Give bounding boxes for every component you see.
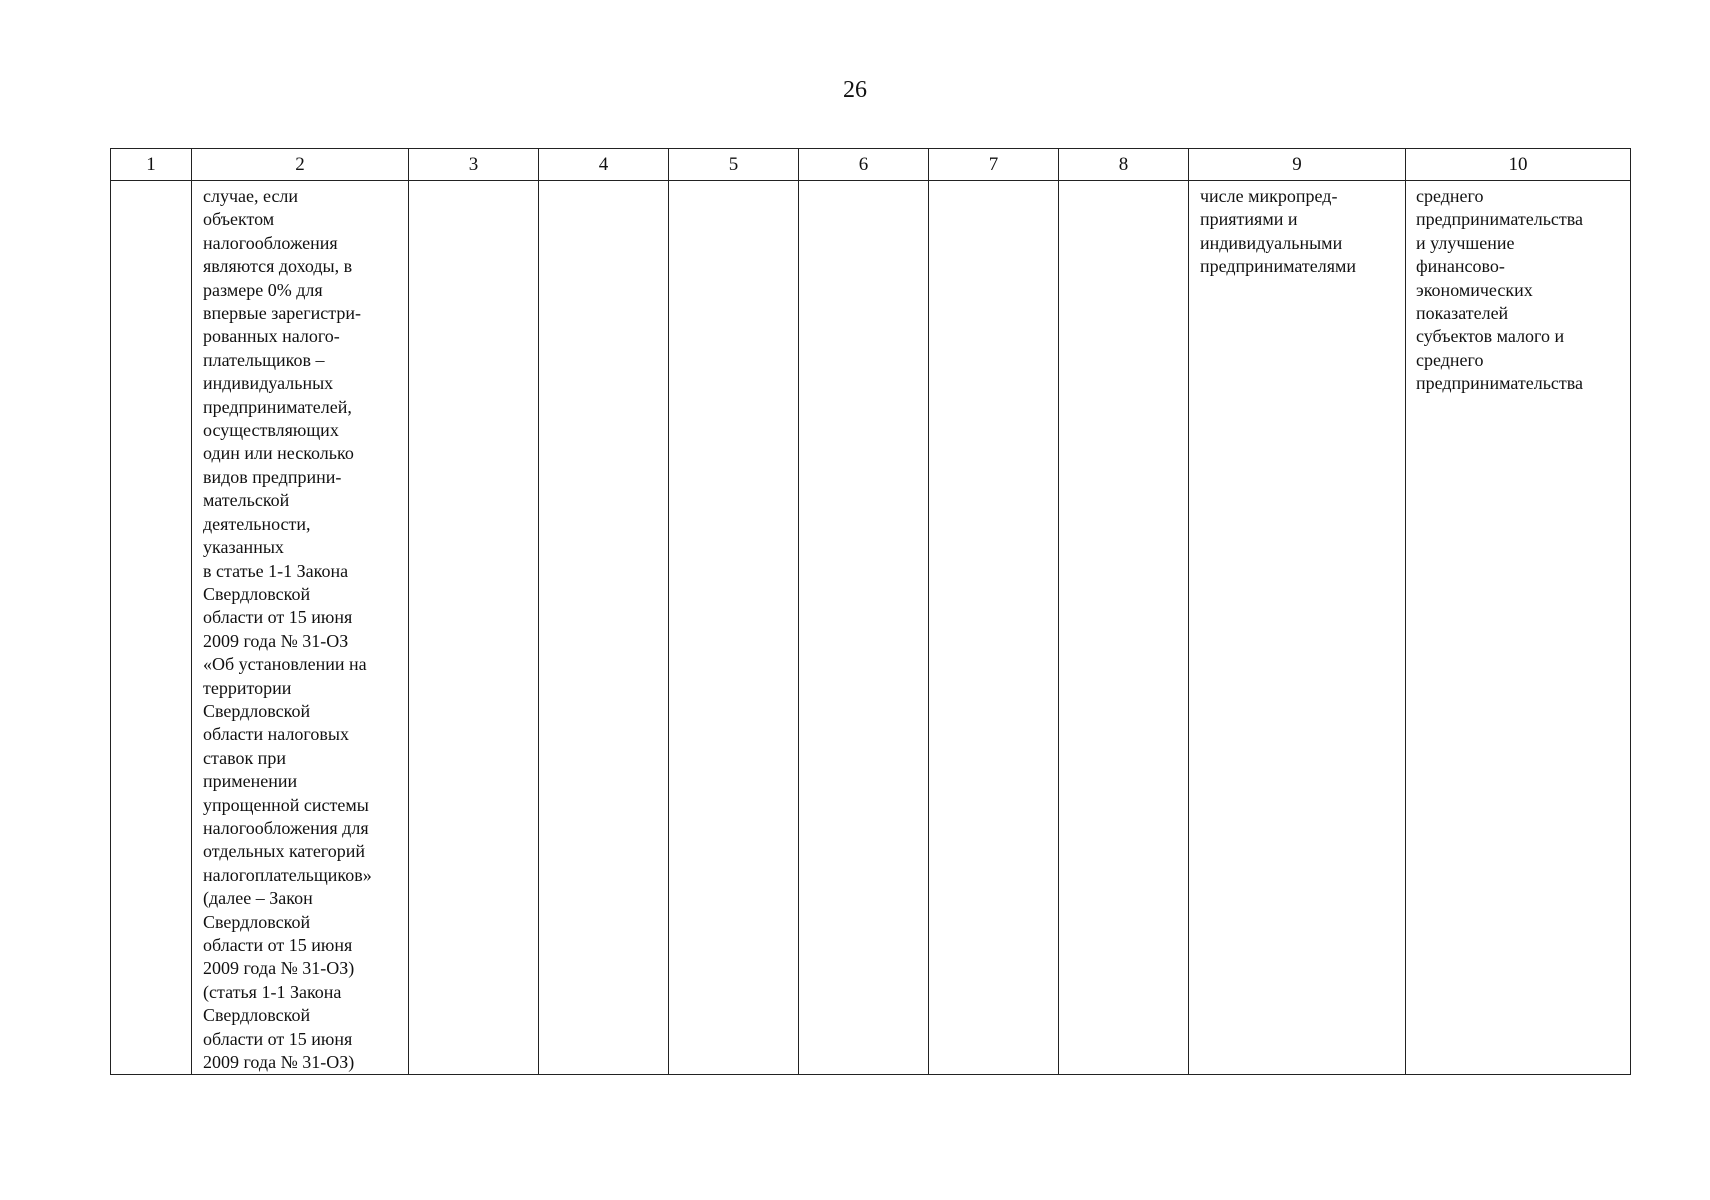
cell-text-line: числе микропред- <box>1200 186 1338 206</box>
cell-text-col-2 <box>192 181 408 1074</box>
cell-text-line: в статье 1-1 Закона <box>203 560 349 581</box>
cell-text-line: и улучшение <box>1416 232 1515 253</box>
cell-text-line: случае, если <box>203 186 299 206</box>
cell-text-line: субъектов малого и <box>1416 326 1565 347</box>
cell-text-line: предпринимательства <box>1416 373 1584 394</box>
table-cell-col-4 <box>539 181 669 1075</box>
cell-text-line: 2009 года № 31-ОЗ <box>203 630 349 651</box>
cell-text-line: Свердловской <box>203 700 311 721</box>
table-cell-col-9 <box>1189 181 1406 1075</box>
cell-text-line: среднего <box>1416 349 1484 370</box>
cell-text-line: среднего <box>1416 186 1484 206</box>
cell-text-line: один или несколько <box>203 443 354 464</box>
table-cell-col-10 <box>1406 181 1631 1075</box>
cell-text-line: деятельности, <box>203 513 311 534</box>
table-cell-col-5 <box>669 181 799 1075</box>
cell-text-line: размере 0% для <box>203 279 323 300</box>
column-header-7: 7 <box>929 149 1059 181</box>
cell-text-line: «Об установлении на <box>203 654 367 675</box>
table-cell-col-6 <box>799 181 929 1075</box>
column-header-8: 8 <box>1059 149 1189 181</box>
table-cell-col-7 <box>929 181 1059 1075</box>
cell-text-line: области налоговых <box>203 724 349 745</box>
cell-text-line: 2009 года № 31-ОЗ) <box>203 958 355 979</box>
table-cell-col-8 <box>1059 181 1189 1075</box>
cell-text-line: мательской <box>203 490 290 511</box>
cell-text-line: видов предприни- <box>203 466 342 487</box>
cell-text-line: индивидуальных <box>203 373 334 394</box>
cell-text-line: предпринимательства <box>1416 209 1584 230</box>
column-header-2: 2 <box>192 149 409 181</box>
column-header-4: 4 <box>539 149 669 181</box>
cell-text-line: области от 15 июня <box>203 935 353 955</box>
cell-text-line: применении <box>203 771 298 792</box>
cell-text-line: области от 15 июня <box>203 1028 353 1049</box>
table-cell-col-3 <box>409 181 539 1075</box>
cell-text-line: налогообложения для <box>203 817 369 838</box>
cell-text-line: приятиями и <box>1200 209 1298 230</box>
cell-text-line: (статья 1-1 Закона <box>203 981 342 1002</box>
cell-text-line: ставок при <box>203 747 286 768</box>
cell-text-line: Свердловской <box>203 911 311 932</box>
cell-text-line: Свердловской <box>203 583 311 604</box>
cell-text-line: отдельных категорий <box>203 841 366 862</box>
cell-text-col-10 <box>1406 181 1630 396</box>
cell-text-line: указанных <box>203 537 284 558</box>
column-header-1: 1 <box>111 149 192 181</box>
cell-text-line: предпринимателями <box>1200 256 1357 277</box>
cell-text-line: осуществляющих <box>203 420 339 441</box>
cell-text-line: упрощенной системы <box>203 794 369 815</box>
cell-text-line: финансово- <box>1416 256 1505 277</box>
cell-text-line: предпринимателей, <box>203 396 352 417</box>
column-header-3: 3 <box>409 149 539 181</box>
cell-text-line: Свердловской <box>203 1005 311 1026</box>
cell-text-line: рованных налого- <box>203 326 340 347</box>
column-header-5: 5 <box>669 149 799 181</box>
cell-text-line: являются доходы, в <box>203 256 353 277</box>
column-header-6: 6 <box>799 149 929 181</box>
table-header-row <box>111 149 1631 181</box>
column-header-10: 10 <box>1406 149 1631 181</box>
data-table <box>110 148 1631 1075</box>
cell-text-line: территории <box>203 677 292 698</box>
cell-text-line: 2009 года № 31-ОЗ) <box>203 1052 355 1073</box>
column-header-9: 9 <box>1189 149 1406 181</box>
page-number: 26 <box>843 77 867 103</box>
cell-text-col-9 <box>1189 181 1405 279</box>
cell-text-line: налогообложения <box>203 232 338 253</box>
cell-text-line: области от 15 июня <box>203 607 353 628</box>
cell-text-line: объектом <box>203 209 275 230</box>
cell-text-line: экономических <box>1416 279 1533 300</box>
table-row <box>111 181 1631 1075</box>
table-cell-col-2 <box>192 181 409 1075</box>
cell-text-line: индивидуальными <box>1200 232 1343 253</box>
cell-text-line: (далее – Закон <box>203 888 313 909</box>
cell-text-line: плательщиков – <box>203 349 325 370</box>
cell-text-line: впервые зарегистри- <box>203 303 362 324</box>
cell-text-line: показателей <box>1416 303 1509 324</box>
table-cell-col-1 <box>111 181 192 1075</box>
cell-text-line: налогоплательщиков» <box>203 864 372 885</box>
